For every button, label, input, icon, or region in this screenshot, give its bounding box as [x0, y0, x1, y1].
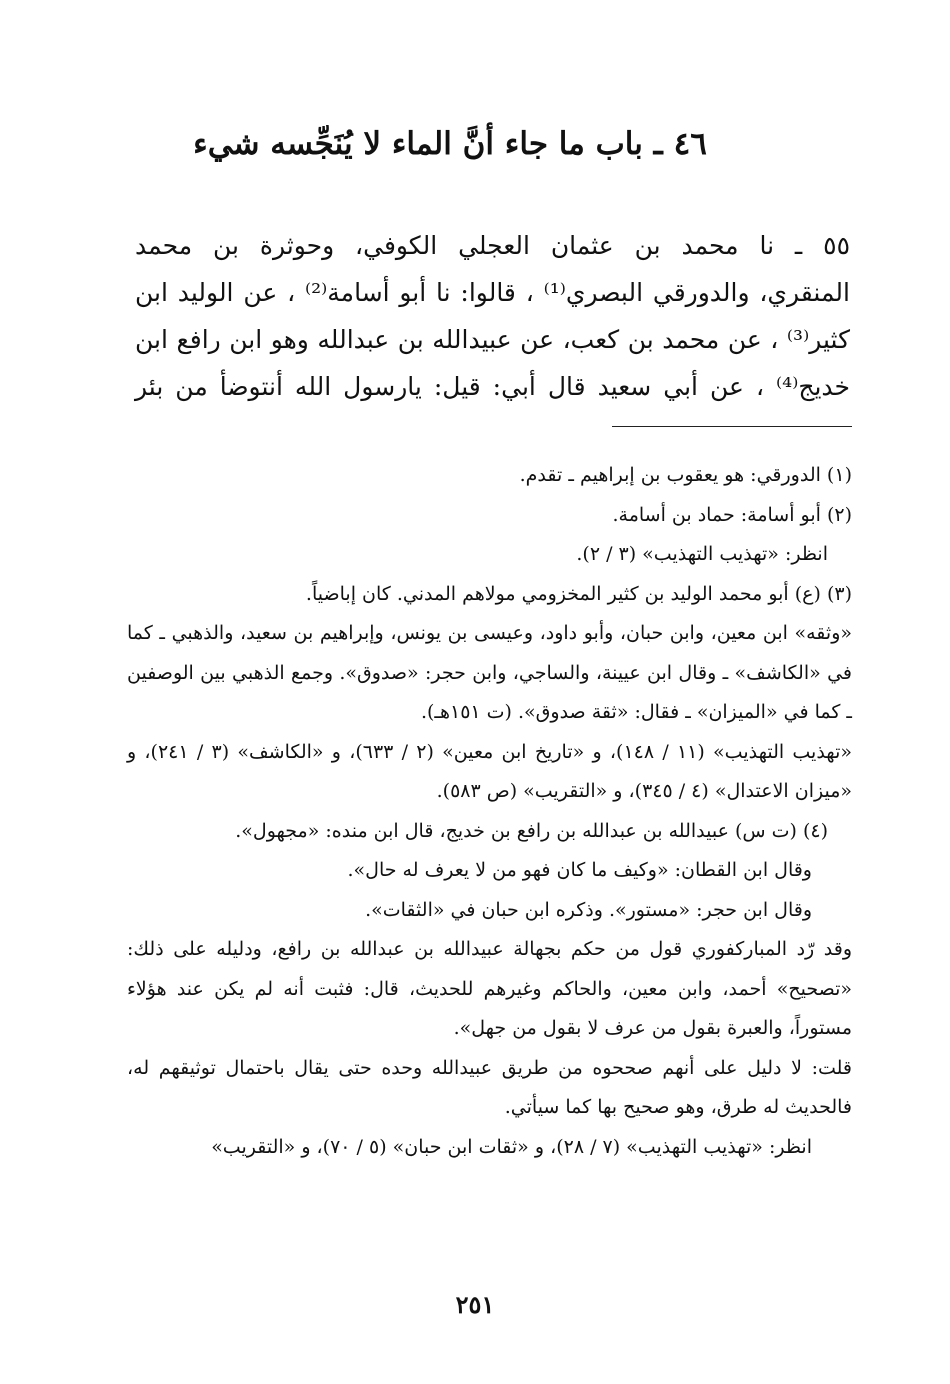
- page-number: ٢٥١: [455, 1290, 495, 1319]
- footnote-3: (٣) (ع) أبو محمد الوليد بن كثير المخزومي مولاهم المدني. كان إباضياً.: [305, 582, 852, 605]
- footnote-4-line: وقال ابن القطان: «وكيف ما كان فهو من لا يعرف له حال».: [347, 859, 812, 881]
- footnote-4-body: وقد رّد المباركفوري قول من حكم بجهالة عبيدالله بن عبدالله بن رافع، ودليله على ذلك: «تصحيح» أحمد، وابن معين، والحاكم وغيرهم للحديث، قال: فثبت أنه لم يكن عند هؤلاء مستوراً، والعبرة بقول من عرف لا بقول من جهل».: [127, 938, 852, 1039]
- footnote-2: (٢) أبو أسامة: حماد بن أسامة.: [612, 503, 852, 526]
- footnotes: [127, 456, 852, 1167]
- footnote-2-ref: انظر: «تهذيب التهذيب» (٣ / ٢).: [576, 543, 828, 565]
- footnote-divider: [612, 426, 852, 427]
- main-text: [135, 222, 850, 410]
- footnote-1: (١) الدورقي: هو يعقوب بن إبراهيم ـ تقدم.: [519, 464, 852, 486]
- footnote-4-comment: قلت: لا دليل على أنهم صححوه من طريق عبيدالله وحده حتى يقال باحتمال توثيقهم له، فالحديث له طرق، وهو صحيح بها كما سيأتي.: [127, 1056, 852, 1118]
- footnote-4: (٤) (ت س) عبيدالله بن عبدالله بن رافع بن خديج، قال ابن منده: «مجهول».: [235, 819, 828, 842]
- main-line: كثير⁽³⁾ ، عن محمد بن كعب، عن عبيدالله بن عبدالله وهو ابن رافع ابن: [135, 325, 850, 354]
- footnote-4-line: وقال ابن حجر: «مستور». وذكره ابن حبان في «الثقات».: [365, 898, 812, 921]
- main-line: ٥٥ ـ نا محمد بن عثمان العجلي الكوفي، وحوثرة بن محمد: [135, 231, 850, 260]
- footnote-3-body: «وثقه» ابن معين، وابن حبان، وأبو داود، وعيسى بن يونس، وإبراهيم بن سعيد، والذهبي ـ كما في «الكاشف» ـ وقال ابن عيينة، والساجي، وابن حجر: «صدوق». وجمع الذهبي بين الوصفين ـ كما في «الميزان» ـ فقال: «ثقة صدوق». (ت ١٥١هـ).: [127, 622, 852, 723]
- footnote-3-refs: «تهذيب التهذيب» (١١ / ١٤٨)، و «تاريخ ابن معين» (٢ / ٦٣٣)، و «الكاشف» (٣ / ٢٤١)، و «ميزان الاعتدال» (٤ / ٣٤٥)، و «التقريب» (ص ٥٨٣).: [127, 740, 852, 802]
- main-line: المنقري، والدورقي البصري⁽¹⁾ ، قالوا: نا أبو أسامة⁽²⁾ ، عن الوليد ابن: [135, 278, 850, 307]
- main-line: خديج⁽⁴⁾ ، عن أبي سعيد قال أبي: قيل: يارسول الله أنتوضأ من بئر: [135, 372, 850, 401]
- footnote-4-refs: انظر: «تهذيب التهذيب» (٧ / ٢٨)، و «ثقات ابن حبان» (٥ / ٧٠)، و «التقريب»: [211, 1135, 812, 1158]
- chapter-title: ٤٦ ـ باب ما جاء أنَّ الماء لا يُنَجِّسه شيء: [193, 126, 707, 162]
